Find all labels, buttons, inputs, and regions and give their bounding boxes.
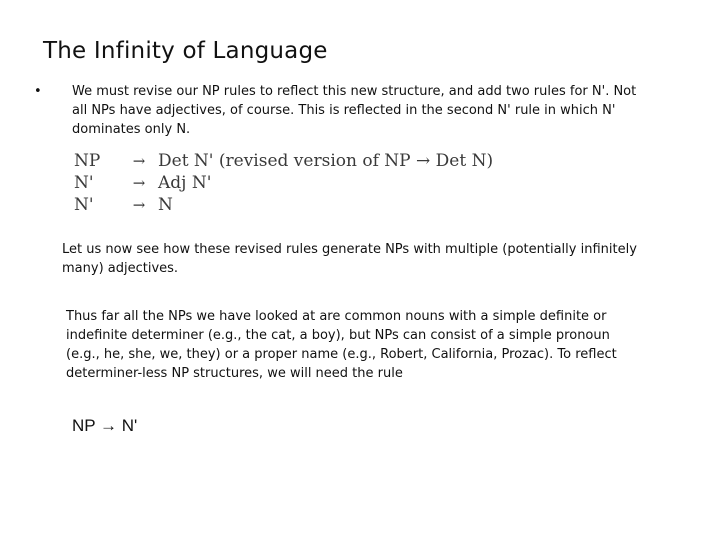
rule-row [74, 150, 493, 172]
final-rule: NP → N' [72, 416, 138, 435]
rewrite-rules [74, 150, 493, 216]
rule-arrow: → [132, 196, 146, 214]
rule-arrow: → [132, 174, 146, 192]
rule-rhs: Adj N' [158, 173, 212, 193]
paragraph-revised-rules: Let us now see how these revised rules generate NPs with multiple (potentially infinitely many) adjectives. [62, 242, 637, 276]
rule-lhs: N' [74, 195, 94, 215]
rule-row [74, 194, 493, 216]
rule-row [74, 172, 493, 194]
rule-lhs: NP [74, 151, 101, 171]
slide-title: The Infinity of Language [43, 38, 328, 64]
rule-rhs: N [158, 195, 173, 215]
bullet-text: We must revise our NP rules to reflect this new structure, and add two rules for N'. Not all NPs have adjectives, of course. This is reflected in the second N' rule in which N' dominates only N. [72, 84, 637, 137]
rule-arrow: → [132, 152, 146, 170]
bullet-marker: • [34, 84, 42, 99]
rule-lhs: N' [74, 173, 94, 193]
paragraph-determinerless-np: Thus far all the NPs we have looked at are common nouns with a simple definite or indefinite determiner (e.g., the cat, a boy), but NPs can consist of a simple pronoun (e.g., he, she, we, they) or a proper name (e.g., Robert, California, Prozac). To reflect determiner-less NP structures, we will need the rule [66, 309, 617, 381]
rule-rhs: Det N' (revised version of NP → Det N) [158, 151, 494, 171]
